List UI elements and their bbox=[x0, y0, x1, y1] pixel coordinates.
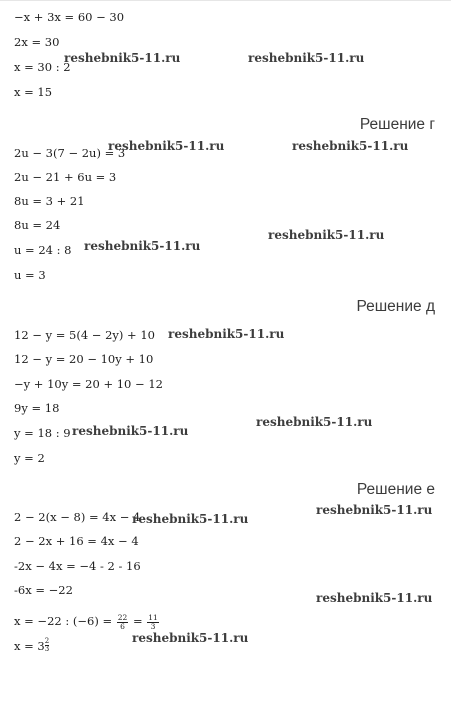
section-heading-g: Решение г bbox=[359, 116, 435, 133]
watermark-text: reshebnik5-11.ru bbox=[268, 228, 385, 242]
watermark-text: reshebnik5-11.ru bbox=[256, 415, 373, 429]
watermark-text: reshebnik5-11.ru bbox=[108, 139, 225, 153]
watermark-text: reshebnik5-11.ru bbox=[248, 51, 365, 65]
mixed-fraction: $\frac{2}{3}$ bbox=[44, 637, 50, 653]
equation-line: 2 − 2(x − 8) = 4x − 4 bbox=[14, 510, 141, 524]
equation-line-mixed: x = 3 $\frac{2}{3}$ bbox=[14, 637, 50, 653]
equation-line: 2u − 21 + 6u = 3 bbox=[14, 170, 117, 184]
watermark-text: reshebnik5-11.ru bbox=[168, 327, 285, 341]
equation-line: y = 2 bbox=[14, 451, 45, 465]
equation-line: 9y = 18 bbox=[14, 401, 60, 415]
equation-line: x = 15 bbox=[14, 85, 53, 99]
equation-line: 8u = 24 bbox=[14, 218, 61, 232]
watermark-text: reshebnik5-11.ru bbox=[132, 512, 249, 526]
equation-line: 12 − y = 5(4 − 2y) + 10 bbox=[14, 328, 155, 342]
equation-line: 2 − 2x + 16 = 4x − 4 bbox=[14, 534, 139, 548]
equation-line: −x + 3x = 60 − 30 bbox=[14, 10, 125, 24]
equation-line: −y + 10y = 20 + 10 − 12 bbox=[14, 377, 163, 391]
equation-line: -6x = −22 bbox=[14, 583, 73, 597]
watermark-text: reshebnik5-11.ru bbox=[72, 424, 189, 438]
equation-line: -2x − 4x = −4 - 2 - 16 bbox=[14, 559, 141, 573]
equation-line: 12 − y = 20 − 10y + 10 bbox=[14, 352, 154, 366]
watermark-text: reshebnik5-11.ru bbox=[84, 239, 201, 253]
watermark-text: reshebnik5-11.ru bbox=[64, 51, 181, 65]
equation-line: 2u − 3(7 − 2u) = 3 bbox=[14, 146, 126, 160]
equation-line: x = 30 : 2 bbox=[14, 60, 71, 74]
section-heading-d: Решение д bbox=[356, 298, 435, 315]
fraction: $\frac{11}{3}$ bbox=[148, 613, 158, 631]
equation-line: u = 24 : 8 bbox=[14, 243, 72, 257]
fraction: $\frac{22}{6}$ bbox=[117, 613, 128, 631]
equation-line: u = 3 bbox=[14, 268, 46, 282]
equation-line: 8u = 3 + 21 bbox=[14, 194, 85, 208]
watermark-text: reshebnik5-11.ru bbox=[292, 139, 409, 153]
top-divider bbox=[0, 0, 451, 1]
equation-line-fraction: x = −22 : (−6) = $\frac{22}{6}$ = $\frac{11}{3}$ bbox=[14, 613, 158, 631]
watermark-text: reshebnik5-11.ru bbox=[316, 503, 433, 517]
equation-line: 2x = 30 bbox=[14, 35, 60, 49]
watermark-text: reshebnik5-11.ru bbox=[132, 631, 249, 645]
section-heading-e: Решение е bbox=[356, 481, 435, 498]
equation-line: y = 18 : 9 bbox=[14, 426, 71, 440]
watermark-text: reshebnik5-11.ru bbox=[316, 591, 433, 605]
